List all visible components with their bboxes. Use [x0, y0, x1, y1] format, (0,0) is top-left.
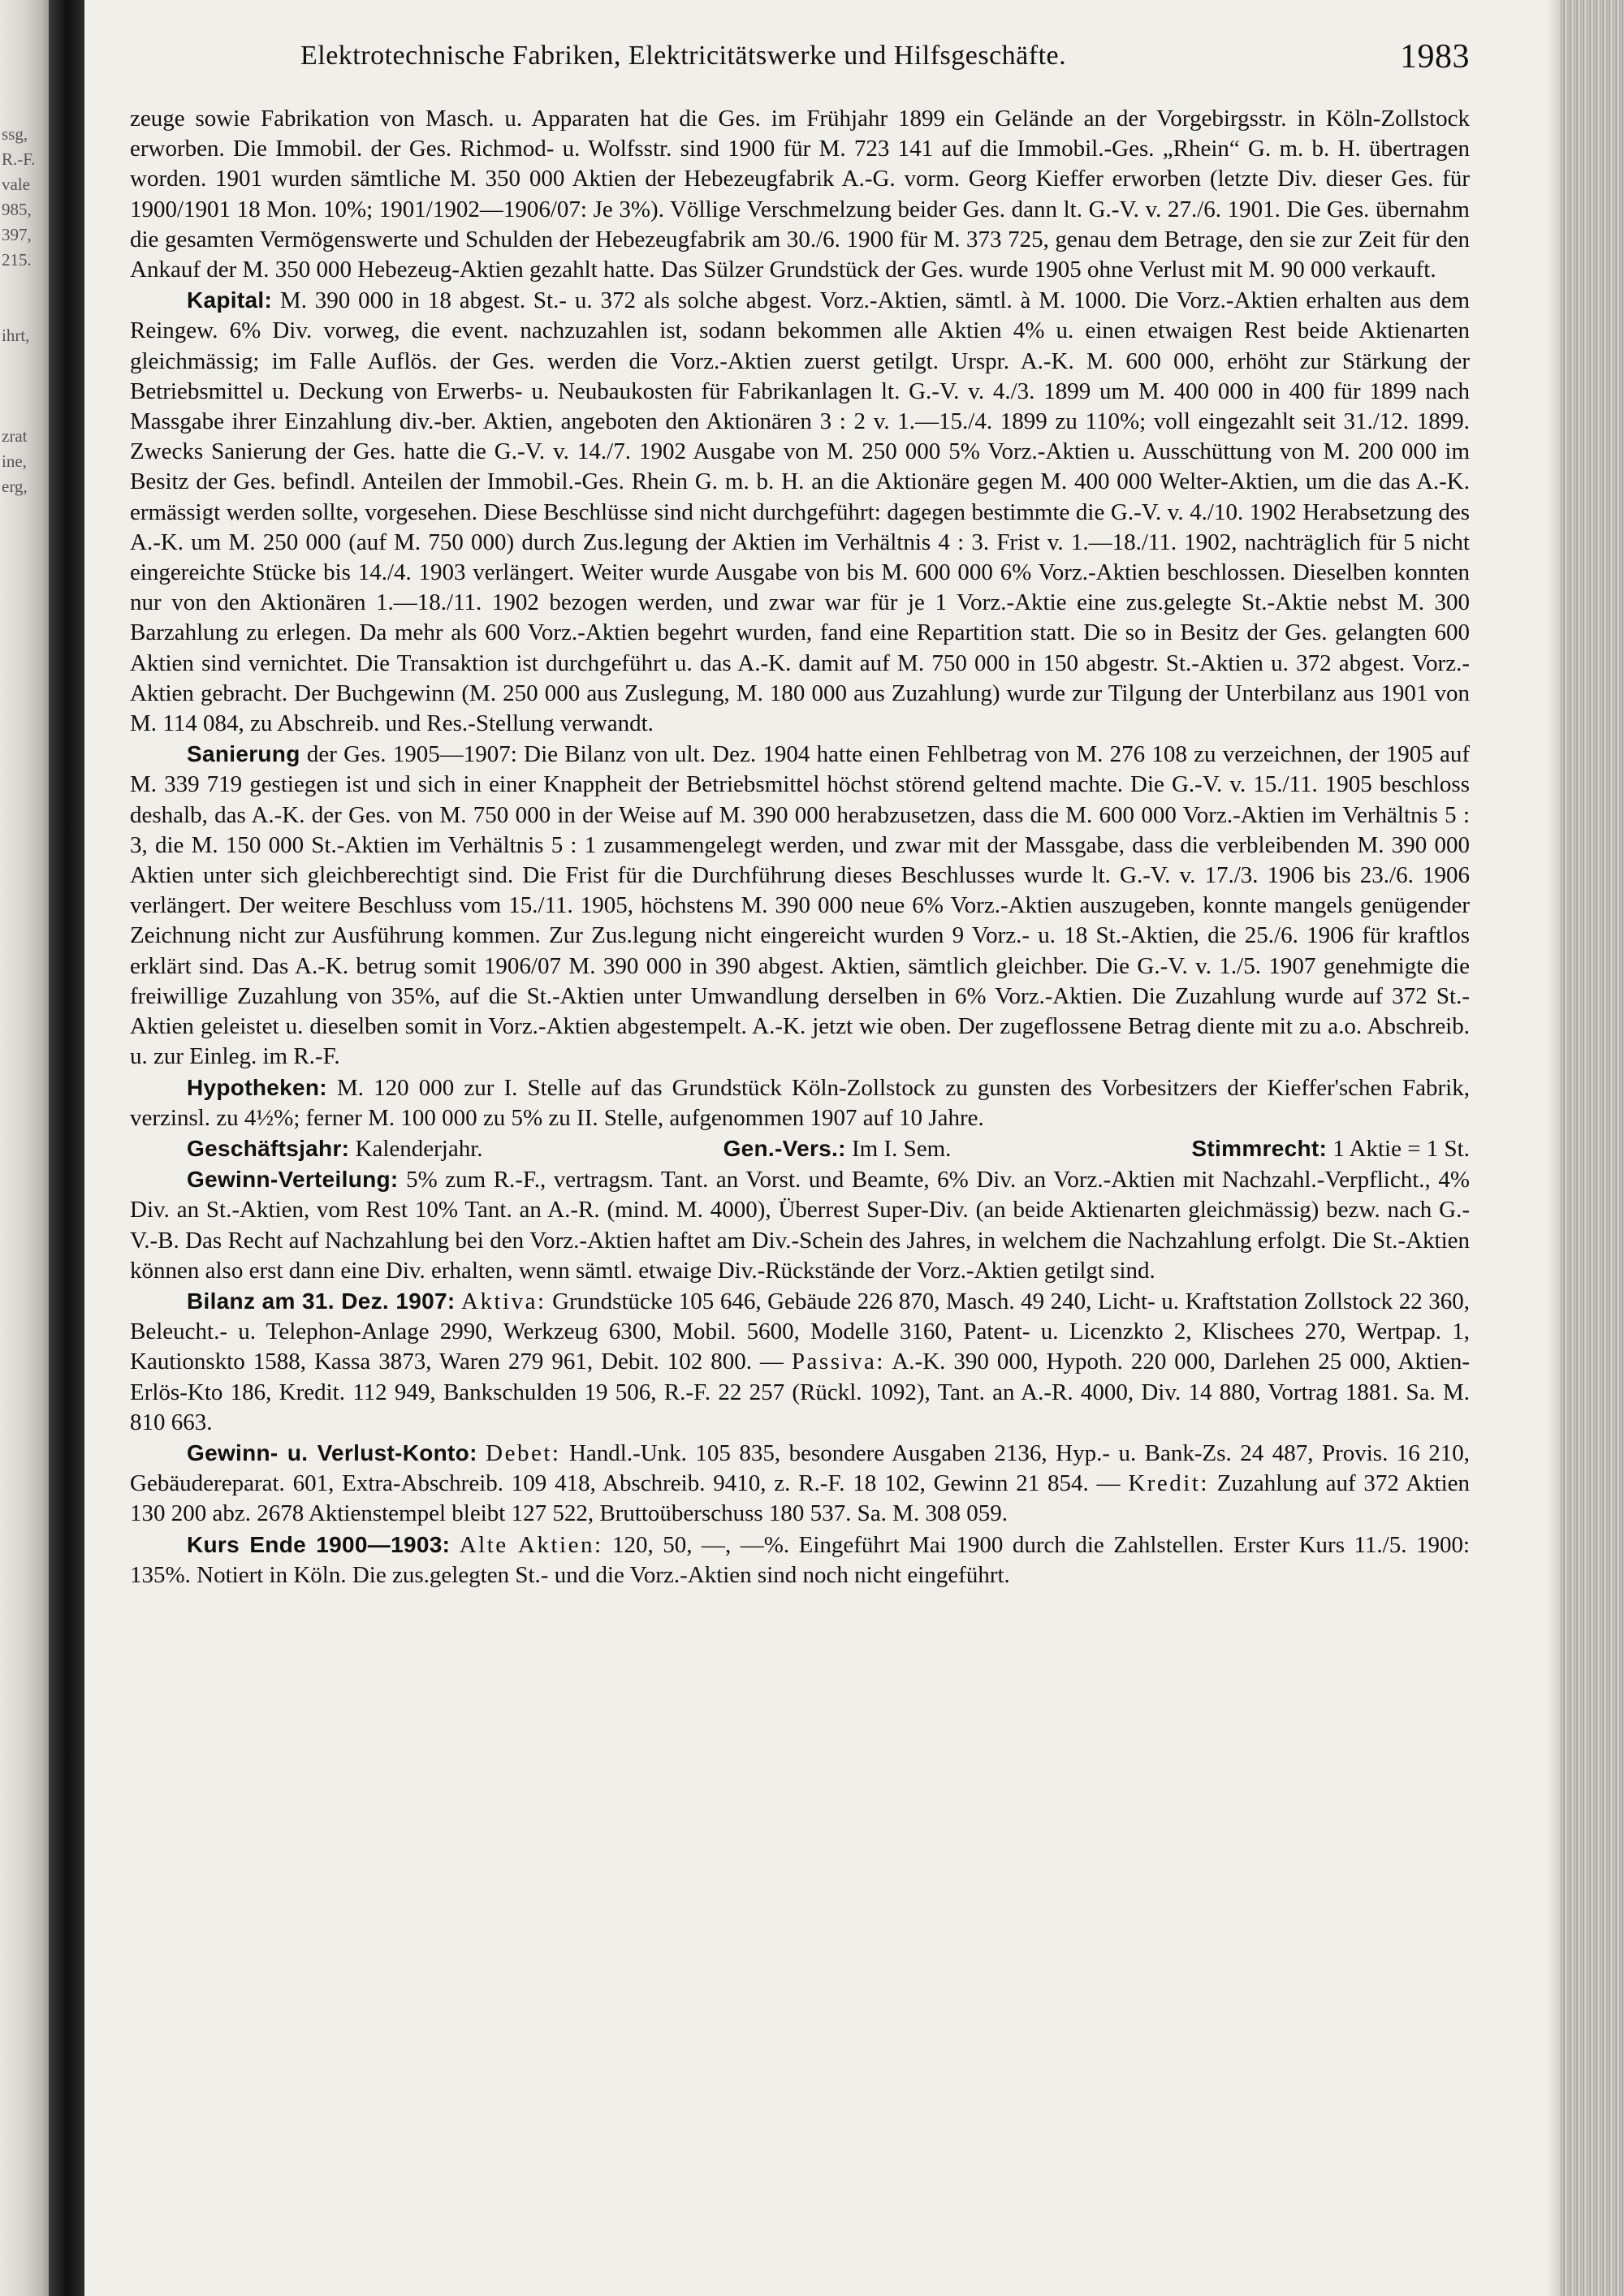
kurs-section [130, 1530, 1470, 1590]
gewinnverteilung-section [130, 1164, 1470, 1286]
gewinnverteilung-text: 5% zum R.-F., vertragsm. Tant. an Vorst. und Beamte, 6% Div. an Vorz.-Aktien mit Nachzahl.-Verpflicht., 4% Div. an St.-Aktien, vom Rest 10% Tant. an A.-R. (mind. M. 4000), Überrest Super-Div. (an beide Aktienarten gleichmässig) bezw. nach G.-V.-B. Das Recht auf Nachzahlung bei den Vorz.-Aktien haftet am Div.-Schein des Jahres, in welchem die Nachzahlung erfolgt. Die St.-Aktien können also erst dann eine Div. erhalten, wenn sämtl. etwaige Div.-Rückstände der Vorz.-Aktien getilgt sind. [130, 1167, 1470, 1284]
hypotheken-section [130, 1072, 1470, 1133]
bilanz-section [130, 1286, 1470, 1438]
passiva-label: Passiva: [791, 1349, 885, 1375]
aktiva-label: Aktiva: [461, 1288, 546, 1314]
sanierung-section [130, 739, 1470, 1072]
kapital-label: Kapital: [187, 287, 273, 313]
guv-section [130, 1438, 1470, 1530]
genvers-label: Gen.-Vers.: [723, 1135, 846, 1161]
aktiva-text: Grundstücke 105 646, Gebäude 226 870, Masch. 49 240, Licht- u. Kraftstation Zollstock 22 360, Beleucht.- u. Telephon-Anlage 2990, Werkzeug 6300, Mobil. 5600, Modelle 3160, Patent- u. Licenzkto 2, Klischees 270, Wertpap. 1, Kautionskto 1588, Kassa 3873, Waren 279 961, Debit. 102 800. — [130, 1288, 1470, 1375]
stimmrecht-value: 1 Aktie = 1 St. [1327, 1135, 1470, 1162]
gewinnverteilung-label: Gewinn-Verteilung: [187, 1167, 399, 1193]
facing-page-fragments: ssg, R.-F. vale 985, 397, 215. ihrt, zrat ine, erg, [2, 124, 36, 496]
kapital-section [130, 285, 1470, 739]
kurs-text: 120, 50, —, —%. Eingeführt Mai 1900 durch die Zahlstellen. Erster Kurs 11./5. 1900: 135%. Notiert in Köln. Die zus.gelegten St.- und die Vorz.-Aktien sind noch nicht eingeführt. [130, 1531, 1470, 1588]
hypotheken-label: Hypotheken: [187, 1074, 327, 1100]
sanierung-label: Sanierung [187, 741, 300, 767]
kredit-label: Kredit: [1128, 1470, 1209, 1497]
geschaeftsjahr-value: Kalenderjahr. [349, 1135, 483, 1162]
geschaeftsjahr-field [187, 1133, 483, 1164]
geschaeftsjahr-label: Geschäftsjahr: [187, 1135, 350, 1161]
meta-row [130, 1133, 1470, 1164]
genvers-field [723, 1133, 952, 1164]
kapital-text: M. 390 000 in 18 abgest. St.- u. 372 als solche abgest. Vorz.-Aktien, sämtl. à M. 1000. Die Vorz.-Aktien erhalten aus dem Reingew. 6% Div. vorweg, die event. nachzuzahlen ist, sodann bekommen alle Aktien 4% u. einen etwaigen Rest beide Aktienarten gleichmässig; im Falle Auflös. der Ges. werden die Vorz.-Aktien zuerst getilgt. Urspr. A.-K. M. 600 000, erhöht zur Stärkung der Betriebsmittel u. Deckung von Erwerbs- u. Neubaukosten für Fabrikanlagen lt. G.-V. v. 4./3. 1899 um M. 400 000 in 400 für 1899 nach Massgabe ihrer Einzahlung div.-ber. Aktien, angeboten den Aktionären 3 : 2 v. 1.—15./4. 1899 zu 110%; voll eingezahlt seit 31./12. 1899. Zwecks Sanierung der Ges. hatte die G.-V. v. 14./7. 1902 Ausgabe von M. 250 000 5% Vorz.-Aktien u. Ausschüttung von M. 200 000 im Besitz der Ges. befindl. Anteilen der Immobil.-Ges. Rhein G. m. b. H. an die Aktionäre gegen M. 400 000 Welter-Aktien, um die das A.-K. ermässigt werden sollte, vorgesehen. Diese Beschlüsse sind nicht durchgeführt: dagegen bestimmte die G.-V. v. 4./10. 1902 Herabsetzung des A.-K. um M. 250 000 (auf M. 750 000) durch Zus.legung der Aktien im Verhältnis 4 : 3. Frist v. 1.—18./11. 1902, nachträglich für 5 nicht eingereichte Stücke bis 14./4. 1903 verlängert. Weiter wurde Ausgabe von bis M. 600 000 6% Vorz.-Aktien beschlossen. Dieselben konnten nur von den Aktionären 1.—18./11. 1902 bezogen werden, und zwar war für je 1 Vorz.-Aktie eine zus.gelegte St.-Aktie nebst M. 300 Barzahlung zu erlegen. Da mehr als 600 Vorz.-Aktien begehrt wurden, fand eine Repartition statt. Die so in Besitz der Ges. gelangten 600 Aktien sind vernichtet. Die Transaktion ist durchgeführt u. das A.-K. damit auf M. 750 000 in 150 abgestr. St.-Aktien u. 372 abgest. Vorz.-Aktien gebracht. Der Buchgewinn (M. 250 000 aus Zuslegung, M. 180 000 aus Zuzahlung) wurde zur Tilgung der Unterbilanz aus 1901 von M. 114 084, zu Abschreib. und Res.-Stellung verwandt. [130, 287, 1470, 737]
article-body [130, 104, 1470, 1590]
binding-shadow [49, 0, 84, 2296]
guv-label: Gewinn- u. Verlust-Konto: [187, 1439, 477, 1465]
sanierung-text: der Ges. 1905—1907: Die Bilanz von ult. Dez. 1904 hatte einen Fehlbetrag von M. 276 108 zu verzeichnen, der 1905 auf M. 339 719 gestiegen ist und sich in einer Knappheit der Betriebsmittel höchst störend geltend machte. Die G.-V. v. 15./11. 1905 beschloss deshalb, das A.-K. der Ges. von M. 750 000 in der Weise auf M. 390 000 herabzusetzen, dass die M. 600 000 Vorz.-Aktien im Verhältnis 5 : 3, die M. 150 000 St.-Aktien im Verhältnis 5 : 1 zusammengelegt werden, und zwar mit der Massgabe, dass die verbleibenden M. 390 000 Aktien unter sich gleichberechtigt sind. Die Frist für die Durchführung dieses Beschlusses wurde lt. G.-V. v. 17./3. 1906 bis 23./6. 1906 verlängert. Der weitere Beschluss vom 15./11. 1905, höchstens M. 390 000 neue 6% Vorz.-Aktien auszugeben, konnte mangels genügender Zeichnung nicht zur Ausführung kommen. Zur Zus.legung nicht eingereicht wurden 9 Vorz.- u. 18 St.-Aktien, die 25./6. 1906 für kraftlos erklärt sind. Das A.-K. betrug somit 1906/07 M. 390 000 in 390 abgest. Aktien, sämtlich gleichber. Die G.-V. v. 1./5. 1907 genehmigte die freiwillige Zuzahlung von 35%, auf die St.-Aktien unter Umwandlung derselben in 6% Vorz.-Aktien. Die Zuzahlung wurde auf 372 St.-Aktien geleistet u. dieselben somit in Vorz.-Aktien abgestempelt. A.-K. jetzt wie oben. Der zugeflossene Betrag diente mit zu a.o. Abschreib. u. zur Einleg. im R.-F. [130, 741, 1470, 1070]
stimmrecht-label: Stimmrecht: [1191, 1135, 1328, 1161]
debet-label: Debet: [486, 1439, 561, 1466]
kredit-text: Zuzahlung auf 372 Aktien 130 200 abz. 2678 Aktienstempel bleibt 127 522, Bruttoüberschuss 180 537. Sa. M. 308 059. [130, 1470, 1471, 1527]
intro-paragraph [130, 104, 1470, 285]
intro-text: zeuge sowie Fabrikation von Masch. u. Apparaten hat die Ges. im Frühjahr 1899 ein Gelände an der Vorgebirgsstr. in Köln-Zollstock erworben. Die Immobil. der Ges. Richmod- u. Wolfsstr. sind 1900 für M. 723 141 auf die Immobil.-Ges. „Rhein“ G. m. b. H. übertragen worden. 1901 wurden sämtliche M. 350 000 Aktien der Hebezeugfabrik A.-G. vorm. Georg Kieffer erworben (letzte Div. dieser Ges. für 1900/1901 18 Mon. 10%; 1901/1902—1906/07: Je 3%). Völlige Verschmelzung beider Ges. dann lt. G.-V. v. 27./6. 1901. Die Ges. übernahm die gesamten Vermögenswerte und Schulden der Hebezeugfabrik am 30./6. 1900 für M. 373 725, genau dem Betrage, den sie zur Zeit für den Ankauf der M. 350 000 Hebezeug-Aktien gezahlt hatte. Das Sülzer Grundstück der Ges. wurde 1905 ohne Verlust mit M. 90 000 verkauft. [130, 106, 1470, 283]
debet-text: Handl.-Unk. 105 835, besondere Ausgaben 2136, Hyp.- u. Bank-Zs. 24 487, Provis. 16 210, Gebäudereparat. 601, Extra-Abschreib. 109 418, Abschreib. 9410, z. R.-F. 18 102, Gewinn 21 854. — [130, 1439, 1470, 1497]
stimmrecht-field [1191, 1133, 1470, 1164]
page-number: 1983 [1400, 38, 1470, 76]
bilanz-label: Bilanz am 31. Dez. 1907: [187, 1288, 456, 1314]
kurs-label: Kurs Ende 1900—1903: [187, 1531, 451, 1557]
running-title: Elektrotechnische Fabriken, Elektricitätswerke und Hilfsgeschäfte. [300, 41, 1067, 71]
alte-aktien-label: Alte Aktien: [459, 1531, 603, 1558]
hypotheken-text: M. 120 000 zur I. Stelle auf das Grundstück Köln-Zollstock zu gunsten des Vorbesitzers der Kieffer'schen Fabrik, verzinsl. zu 4½%; ferner M. 100 000 zu 5% zu II. Stelle, aufgenommen 1907 auf 10 Jahre. [130, 1074, 1470, 1131]
book-edge [1559, 0, 1624, 2296]
page-header [300, 38, 1470, 84]
passiva-text: A.-K. 390 000, Hypoth. 220 000, Darlehen 25 000, Aktien-Erlös-Kto 186, Kredit. 112 949, Bankschulden 19 506, R.-F. 22 257 (Rückl. 1092), Tant. an A.-R. 4000, Div. 14 880, Vortrag 1881. Sa. M. 810 663. [130, 1349, 1470, 1435]
genvers-value: Im I. Sem. [845, 1135, 952, 1162]
